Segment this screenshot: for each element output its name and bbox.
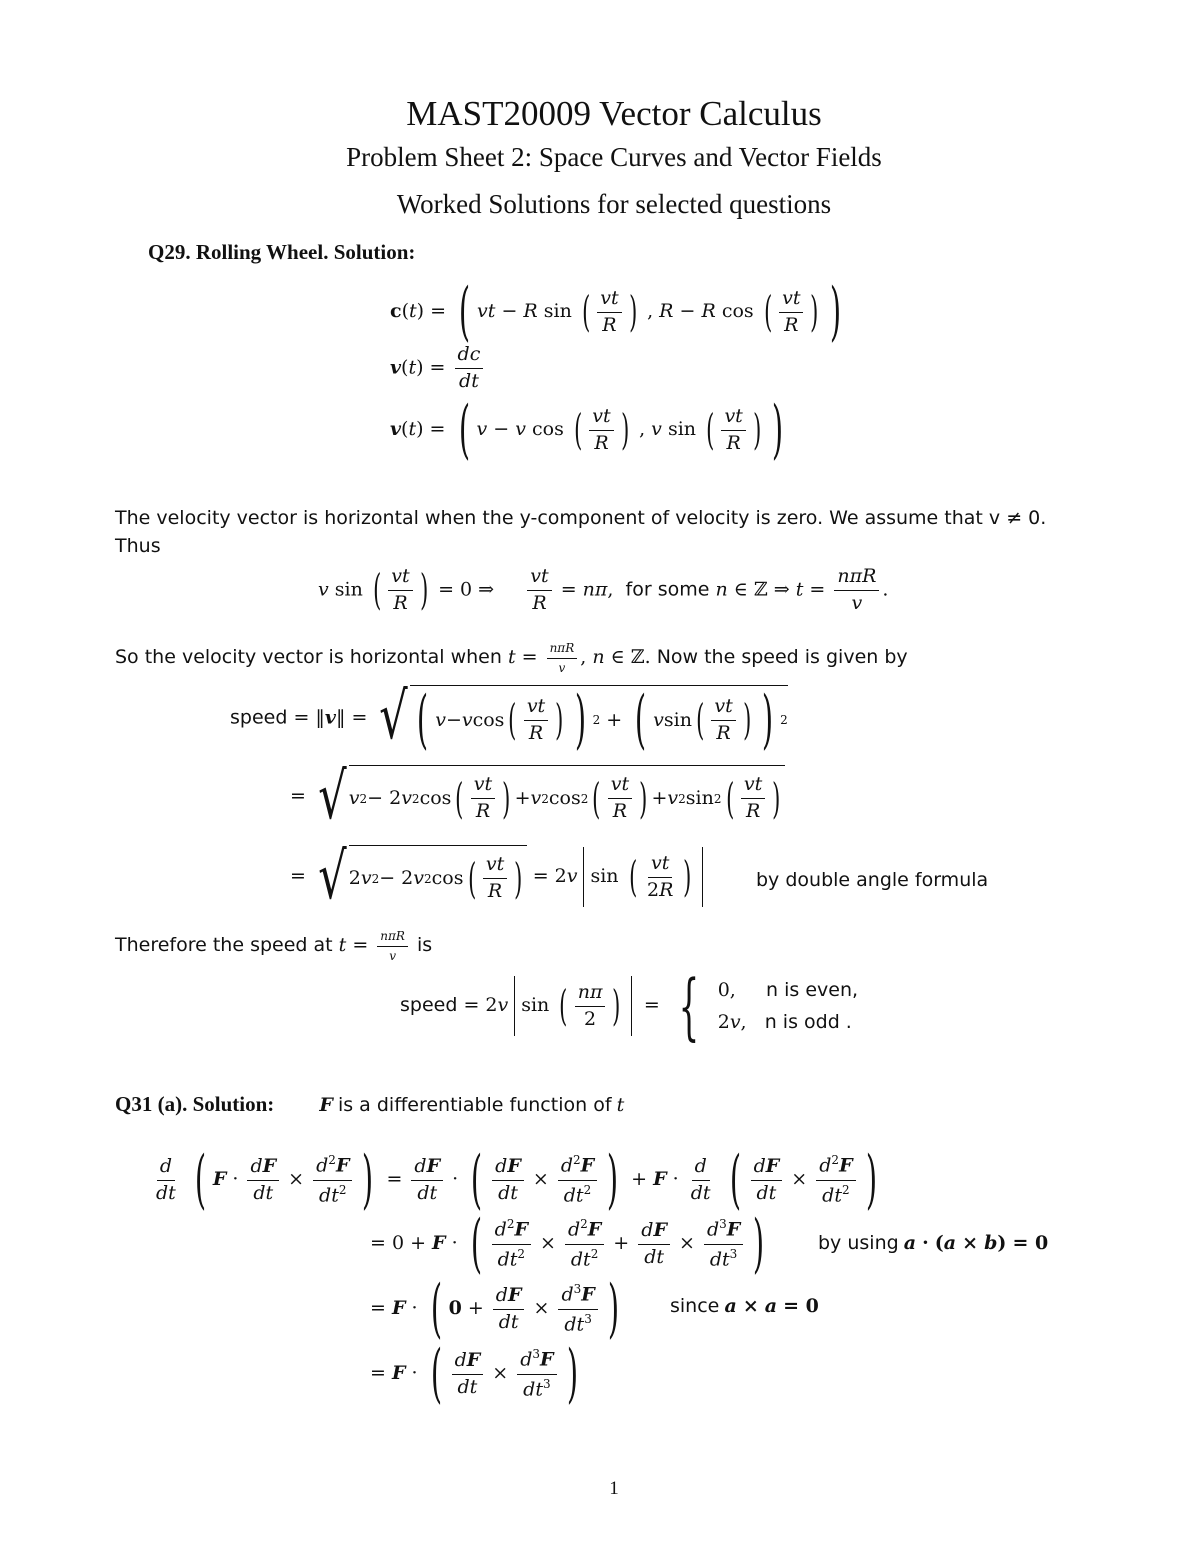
q29-paragraph-2b: Now the speed is given by [656, 646, 908, 669]
equation-velocity: v(t) = ( v − v cos ( $\frac{vt}{R}$ ) , v sin ( $\frac{vt}{R}$ ) ) [390, 393, 784, 467]
page-number: 1 [609, 1478, 619, 1499]
equation-position: c(t) = ( vt − R sin ( $\frac{vt}{R}$ ) , R − R cos ( $\frac{vt}{R}$ ) ) [390, 275, 841, 349]
document-subtitle: Problem Sheet 2: Space Curves and Vector Fields [346, 142, 882, 172]
q31-heading-row: Q31 (a). Solution: F is a differentiable function of t [115, 1092, 625, 1116]
q31-intro: is a differentiable function of [337, 1094, 612, 1116]
equation-velocity-def: v(t) = $\frac{dc}{dt}$ [390, 345, 486, 392]
double-angle-note: by double angle formula [756, 869, 989, 891]
speed-label-2: speed [400, 994, 458, 1016]
q29-paragraph-3a: Therefore the speed at [115, 934, 333, 957]
equation-q31-line-4: = F · ( $\frac{dF}{dt}$ × $\frac{d^3F}{dt^3}$ ) [370, 1337, 578, 1411]
document-subtitle-2: Worked Solutions for selected questions [396, 189, 832, 219]
q29-paragraph-2a: So the velocity vector is horizontal when [115, 646, 502, 669]
for-some-text: for some [625, 578, 710, 601]
q29-paragraph-1b: Thus [115, 535, 161, 557]
equation-q31-line-3: = F · ( 0 + $\frac{dF}{dt}$ × $\frac{d^3F}{dt^3}$ ) [370, 1272, 619, 1346]
equation-speed-2: = √ v 2 − 2 v 2 cos ( $\frac{vt}{R}$ ) + v 2 cos 2 ( $\frac{vt}{R}$ ) + v 2 sin 2 ( $\frac{vt}{R}$ ) [290, 765, 785, 829]
q31-note-1: by using a · (a × b) = 0 [818, 1232, 1049, 1254]
document-title: MAST20009 Vector Calculus [406, 94, 822, 133]
case-odd: n is odd . [764, 1011, 852, 1033]
q29-heading: Q29. Rolling Wheel. Solution: [148, 240, 416, 264]
q29-paragraph-1: The velocity vector is horizontal when the y-component of velocity is zero. We assume that v ≠ 0. [115, 507, 1047, 529]
equation-q31-line-2: = 0 + F · ( $\frac{d^2F}{dt^2}$ × $\frac{d^2F}{dt^2}$ + $\frac{dF}{dt}$ × $\frac{d^3F}{dt^3}$ ) [370, 1207, 765, 1281]
q29-paragraph-3: Therefore the speed at t = $\frac{\text{nπR}}{v}$ is [115, 929, 433, 963]
q31-note-2: since a × a = 0 [670, 1295, 819, 1317]
equation-speed-cases: speed = 2v sin ( $\frac{n\pi}{2}$ ) = { 0, n is even, 2v, n is odd . [400, 964, 859, 1048]
equation-speed-3: = √ 2 v 2 − 2 v 2 cos ( $\frac{vt}{R}$ ) = 2v sin ( $\frac{vt}{2R}$ ) [290, 845, 709, 909]
q31-heading: Q31 (a). Solution: [115, 1092, 275, 1116]
q29-paragraph-2: So the velocity vector is horizontal when t = $\frac{\text{nπR}}{v}$ , n ∈ ℤ. Now the speed is given by [115, 641, 908, 675]
equation-speed-1: speed = ‖v‖ = √ ( v − v cos ( $\frac{vt}{R}$ ) ) 2 + ( v sin ( $\frac{vt}{R}$ ) ) 2 [230, 680, 788, 757]
case-even: n is even, [766, 978, 859, 1001]
q29-paragraph-3b: is [417, 934, 433, 957]
equation-horizontal-condition: v sin ( $\frac{vt}{R}$ ) = 0 ⇒ $\frac{vt}{R}$ = nπ, for some n ∈ ℤ ⇒ t = $\frac{\text{nπR}}{v}$ . [318, 565, 889, 615]
equation-q31-line-1: $\frac{d}{dt}$ ( F · $\frac{dF}{dt}$ × $\frac{d^2F}{dt^2}$ ) = $\frac{dF}{dt}$ · ( $\frac{dF}{dt}$ × $\frac{d^2F}{dt^2}$ ) + F · $\frac{d}{dt}$ ( $\frac{dF}{dt}$ × $\frac{d^2F}{dt^2}$ ) [156, 1143, 877, 1217]
speed-label: speed [230, 706, 288, 729]
